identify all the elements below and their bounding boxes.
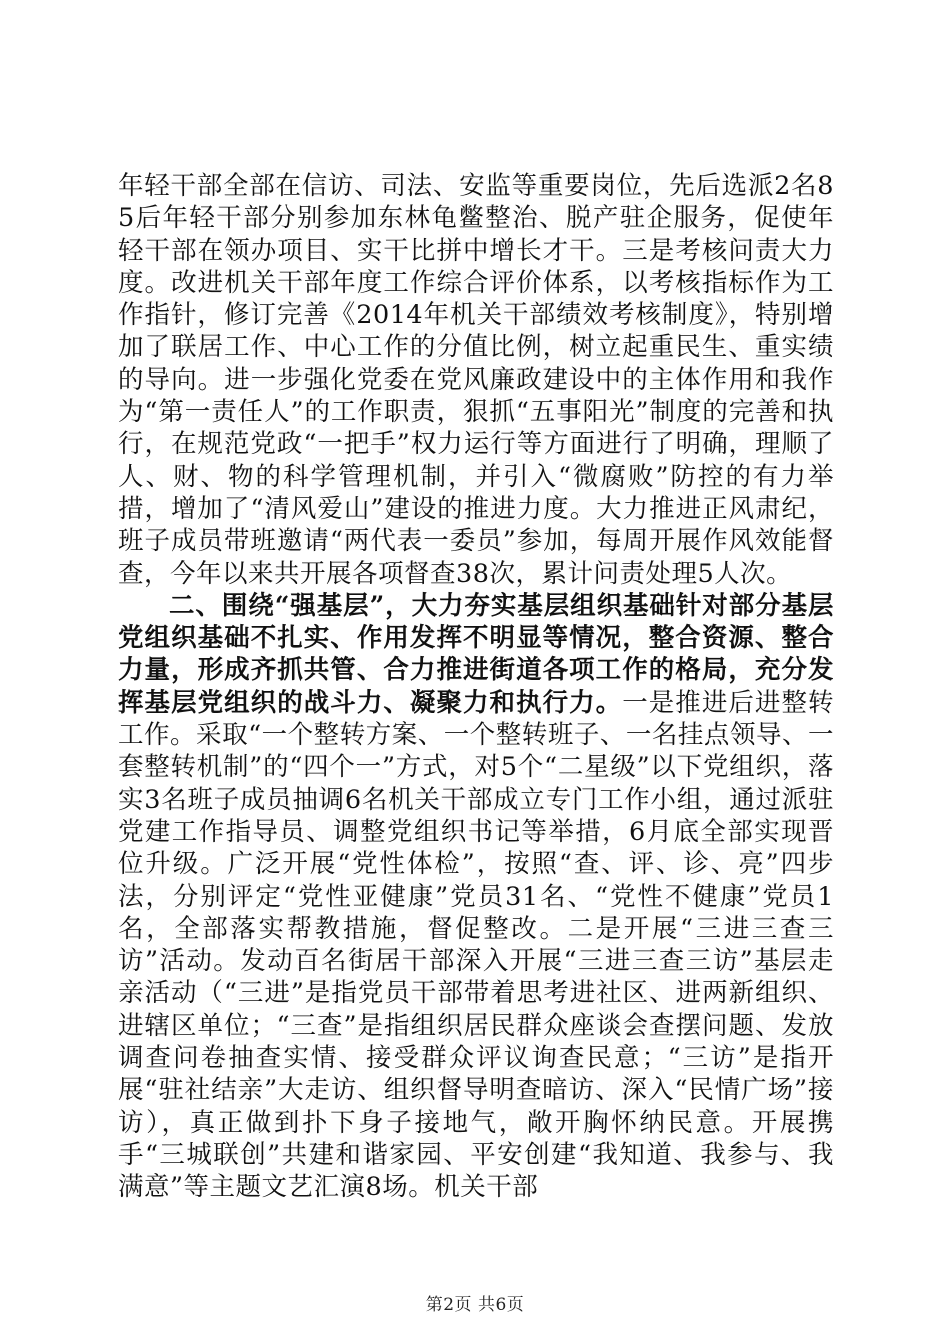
body-paragraph-2-text: 一是推进后进整转工作。采取“一个整转方案、一个整转班子、一名挂点领导、一套整转机制”的“四个一”方式，对5个“二星级”以下党组织，落实3名班子成员抽调6名机关干部成立专门工作小组，通过派驻党建工作指导员、调整党组织书记等举措，6月底全部实现晋位升级。广泛开展“党性体检”，按照“查、评、诊、亮”四步法，分别评定“党性亚健康”党员31名、“党性不健康”党员1名，全部落实帮教措施，督促整改。二是开展“三进三查三访”活动。发动百名街居干部深入开展“三进三查三访”基层走亲活动（“三进”是指党员干部带着思考进社区、进两新组织、进辖区单位；“三查”是指组织居民群众座谈会查摆问题、发放调查问卷抽查实情、接受群众评议询查民意；“三访”是指开展“驻社结亲”大走访、组织督导明查暗访、深入“民情广场”接访），真正做到扑下身子接地气，敞开胸怀纳民意。开展携手“三城联创”共建和谐家园、平安创建“我知道、我参与、我满意”等主题文艺汇演8场。机关干部 [118,687,834,1203]
document-body [118,170,834,1204]
section-heading-2: 二、围绕“强基层”，大力夯实基层组织基础针对部分基层党组织基础不扎实、作用发挥不明显等情况，整合资源、整合力量，形成齐抓共管、合力推进街道各项工作的格局，充分发挥基层党组织的战斗力、凝聚力和执行力。 [118,590,834,718]
body-paragraph-1: 年轻干部全部在信访、司法、安监等重要岗位，先后选派2名85后年轻干部分别参加东林龟鳖整治、脱产驻企服务，促使年轻干部在领办项目、实干比拼中增长才干。三是考核问责大力度。改进机关干部年度工作综合评价体系，以考核指标作为工作指针，修订完善《2014年机关干部绩效考核制度》，特别增加了联居工作、中心工作的分值比例，树立起重民生、重实绩的导向。进一步强化党委在党风廉政建设中的主体作用和我作为“第一责任人”的工作职责，狠抓“五事阳光”制度的完善和执行，在规范党政“一把手”权力运行等方面进行了明确，理顺了人、财、物的科学管理机制，并引入“微腐败”防控的有力举措，增加了“清风爱山”建设的推进力度。大力推进正风肃纪，班子成员带班邀请“两代表一委员”参加，每周开展作风效能督查，今年以来共开展各项督查38次，累计问责处理5人次。 [118,171,834,589]
body-paragraph-2 [118,590,834,1204]
page-footer: 第2页 共6页 [425,1295,525,1315]
